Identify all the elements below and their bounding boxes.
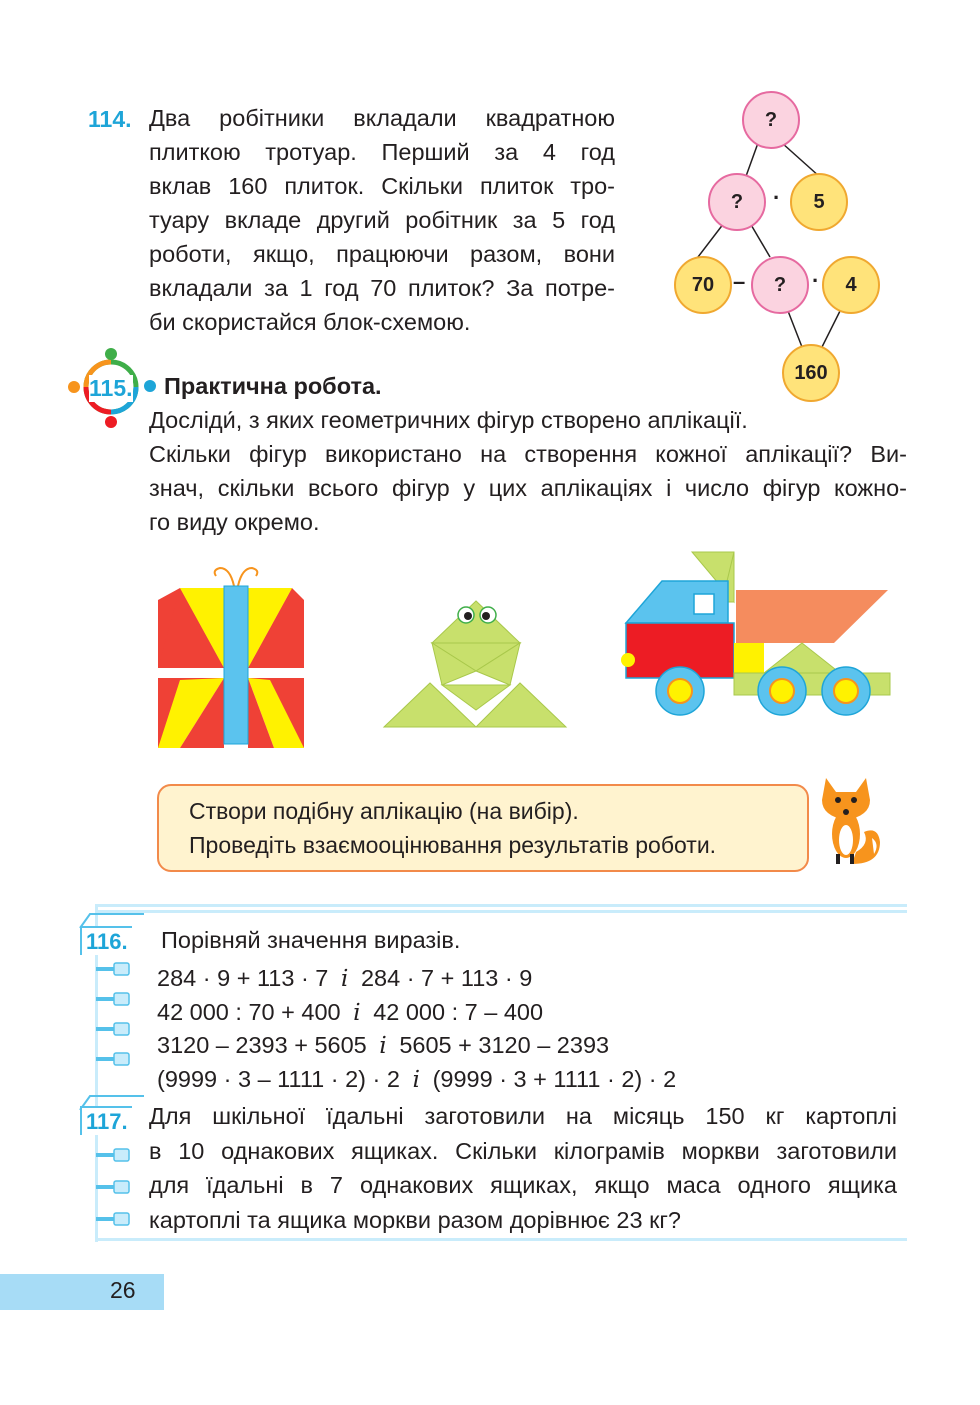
notebook-ring xyxy=(96,962,132,976)
expression-row xyxy=(157,962,676,996)
scheme-node-bottom: 160 xyxy=(782,344,840,402)
task-117-line: картоплі та ящика моркви разом дорівнює 23 кг? xyxy=(149,1206,681,1233)
notebook-ring xyxy=(96,1148,132,1162)
fox-icon xyxy=(812,772,884,867)
task-115-number: 115. xyxy=(89,375,133,401)
scheme-op-multiply: · xyxy=(812,268,820,293)
notebook-ring xyxy=(96,1180,132,1194)
expression-right: 42 000 : 7 – 400 xyxy=(373,998,544,1025)
task-115-line: Досліди́, з яких геометричних фігур створено аплікації. xyxy=(149,407,748,433)
scheme-node-low-left: 70 xyxy=(674,256,732,314)
block-scheme xyxy=(660,85,890,405)
scheme-node-top: ? xyxy=(742,91,800,149)
task-114-line: би скористайся блок-схемою. xyxy=(149,309,471,335)
task-115-line: го виду окремо. xyxy=(149,509,320,535)
task-114-line: туару вкладе другий робітник за 5 год xyxy=(149,207,615,233)
conjunction: і xyxy=(379,1031,387,1059)
task-117-line: для їдальні в 7 однакових ящиках, якщо маса одного ящика xyxy=(149,1172,897,1198)
hint-line: Проведіть взаємооцінювання результатів роботи. xyxy=(189,832,717,858)
task-115-line: Скільки фігур використано на створення кожної аплікації? Ви- xyxy=(149,441,907,467)
notebook-ring xyxy=(96,1052,132,1066)
expression-left: 284 · 9 + 113 · 7 xyxy=(157,965,329,991)
expression-right: 284 · 7 + 113 · 9 xyxy=(360,965,533,991)
expression-right: (9999 · 3 + 1111 · 2) · 2 xyxy=(432,1065,677,1092)
scheme-node-mid-left: ? xyxy=(708,173,766,231)
conjunction: і xyxy=(340,964,349,992)
scheme-op-multiply: · xyxy=(773,185,781,210)
expression-right: 5605 + 3120 – 2393 xyxy=(399,1032,610,1058)
expression-left: 3120 – 2393 + 5605 xyxy=(157,1032,367,1058)
expression-left: 42 000 : 70 + 400 xyxy=(157,998,341,1025)
page-number: 26 xyxy=(110,1277,136,1303)
conjunction: і xyxy=(353,997,361,1026)
task-116-expressions xyxy=(157,962,676,1096)
frog-applique xyxy=(380,595,570,730)
expression-left: (9999 · 3 – 1111 · 2) · 2 xyxy=(157,1065,400,1092)
task-117-line: в 10 однакових ящиках. Скільки кілограмів моркви заготовили xyxy=(149,1137,897,1164)
expression-row xyxy=(157,1063,676,1097)
task-114-number: 114. xyxy=(88,106,132,132)
task-114-line: Два робітники вкладали квадратною xyxy=(149,105,615,131)
task-114-line: плиткою тротуар. Перший за 4 год xyxy=(149,139,615,165)
truck-applique xyxy=(612,548,897,723)
task-116-number: 116. xyxy=(80,926,132,955)
task-117-text xyxy=(149,1099,897,1237)
scheme-node-low-right: 4 xyxy=(822,256,880,314)
scheme-node-low-mid: ? xyxy=(751,256,809,314)
task-114-text xyxy=(149,101,615,339)
task-114-line: вкладали за 1 год 70 плиток? За потре- xyxy=(149,275,615,301)
task-115-line: знач, скільки всього фігур у цих аплікаціях і число фігур кожно- xyxy=(149,475,907,501)
scheme-node-mid-right: 5 xyxy=(790,173,848,231)
task-114-line: роботи, якщо, працюючи разом, вони xyxy=(149,241,615,267)
hint-line: Створи подібну аплікацію (на вибір). xyxy=(189,798,579,824)
expression-row xyxy=(157,1029,676,1063)
page-number-bar xyxy=(0,1274,164,1310)
notebook-ring xyxy=(96,1212,132,1226)
scheme-op-minus: – xyxy=(733,269,746,294)
task-115-text xyxy=(149,403,907,539)
notebook-ring xyxy=(96,1022,132,1036)
notebook-ring xyxy=(96,992,132,1006)
butterfly-applique xyxy=(150,560,310,755)
task-115-title: Практична робота. xyxy=(164,373,382,399)
task-117-number: 117. xyxy=(80,1106,132,1135)
expression-row xyxy=(157,996,676,1030)
hint-box xyxy=(157,784,809,872)
task-116-title: Порівняй значення виразів. xyxy=(161,927,461,953)
task-114-line: вклав 160 плиток. Скільки плиток тро- xyxy=(149,173,615,199)
conjunction: і xyxy=(412,1064,421,1093)
task-117-line: Для шкільної їдальні заготовили на місяць 150 кг картоплі xyxy=(149,1103,897,1129)
